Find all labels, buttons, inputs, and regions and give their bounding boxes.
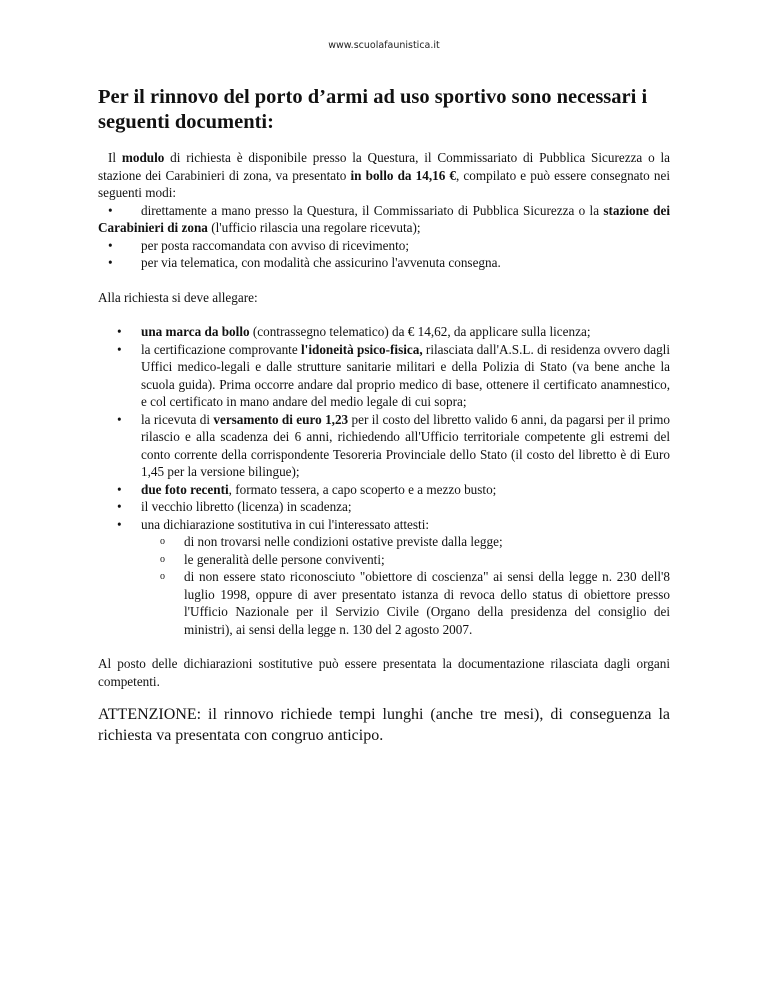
list-item: • la ricevuta di versamento di euro 1,23 per il costo del libretto valido 6 anni, da pagarsi per il primo rilascio e alla scadenza dei 6 anni, richiedendo all'Ufficio territoriale competente gli estremi del conto corrente della corrispondente Tesoreria Provinciale dello Stato (il costo del libretto è di Euro 1,45 per la versione bilingue); — [117, 411, 670, 479]
sub-bullet-icon: o — [160, 553, 165, 565]
modulo-bold: modulo — [121, 150, 165, 165]
list-item: • una dichiarazione sostitutiva in cui l'interessato attesti: — [117, 516, 430, 532]
bullet-icon: • — [117, 481, 122, 497]
list-item: • due foto recenti, formato tessera, a capo scoperto e a mezzo busto; — [117, 481, 497, 497]
list-item: • direttamente a mano presso la Questura, il Commissariato di Pubblica Sicurezza o la stazione dei Carabinieri di zona (l'ufficio rilascia una regolare ricevuta); — [98, 202, 670, 235]
list-item: • una marca da bollo (contrassegno telematico) da € 14,62, da applicare sulla licenza; — [117, 324, 591, 339]
attach-intro: Alla richiesta si deve allegare: — [98, 289, 258, 305]
list-item: o di non essere stato riconosciuto "obiettore di coscienza" ai sensi della legge n. 230 dell'8 luglio 1998, oppure di aver presentato istanza di revoca dello status di obiettore presso l'Ufficio Nazionale per il Servizio Civile (Organo della presidenza del consiglio dei ministri), ai sensi della legge n. 130 del 2 agosto 2007. — [160, 569, 670, 637]
list-item: • la certificazione comprovante l'idoneità psico-fisica, rilasciata dall'A.S.L. di residenza ovvero dagli Uffici medico-legali e dalle strutture sanitarie militari e della Polizia di Stato (va bene anche la scuola guida). Prima occorre andare dal proprio medico di base, ottenere il certificato anamnestico, e col certificato in mano andare del medio legale di cui sopra; — [117, 341, 670, 409]
document-body — [98, 149, 670, 746]
site-header: www.scuolafaunistica.it — [328, 40, 440, 51]
bullet-icon: • — [117, 324, 122, 339]
attention-paragraph: ATTENZIONE: il rinnovo richiede tempi lunghi (anche tre mesi), di conseguenza la richiesta va presentata con congruo anticipo. — [98, 706, 670, 744]
list-item: o di non trovarsi nelle condizioni ostative previste dalla legge; — [160, 534, 503, 549]
bullet-icon: • — [108, 237, 113, 253]
sub-bullet-icon: o — [160, 536, 165, 547]
sub-bullet-icon: o — [160, 571, 165, 582]
declarations-list — [98, 533, 670, 638]
bullet-icon: • — [108, 255, 113, 270]
bullet-icon: • — [117, 516, 122, 532]
bullet-icon: • — [108, 202, 113, 218]
list-item: • per via telematica, con modalità che assicurino l'avvenuta consegna. — [108, 255, 501, 270]
bullet-icon: • — [117, 341, 122, 357]
bullet-icon: • — [117, 499, 122, 514]
delivery-modes-list — [98, 202, 670, 272]
intro-paragraph: Il modulo di richiesta è disponibile presso la Questura, il Commissariato di Pubblica Sicurezza o la stazione dei Carabinieri di zona, va presentato in bollo da 14,16 €, compilato e può essere consegnato nei seguenti modi: — [98, 150, 671, 200]
bollo-bold: in bollo da 14,16 € — [350, 167, 457, 183]
attachments-list — [98, 323, 670, 533]
alt-docs-paragraph: Al posto delle dichiarazioni sostitutive può essere presentata la documentazione rilasciata dagli organi competenti. — [98, 656, 670, 689]
list-item: • per posta raccomandata con avviso di ricevimento; — [108, 237, 410, 253]
list-item: • il vecchio libretto (licenza) in scadenza; — [117, 499, 352, 514]
list-item: o le generalità delle persone conviventi; — [160, 551, 385, 567]
page-title: Per il rinnovo del porto d’armi ad uso sportivo sono necessari i seguenti documenti: — [98, 86, 648, 133]
bullet-icon: • — [117, 411, 122, 427]
